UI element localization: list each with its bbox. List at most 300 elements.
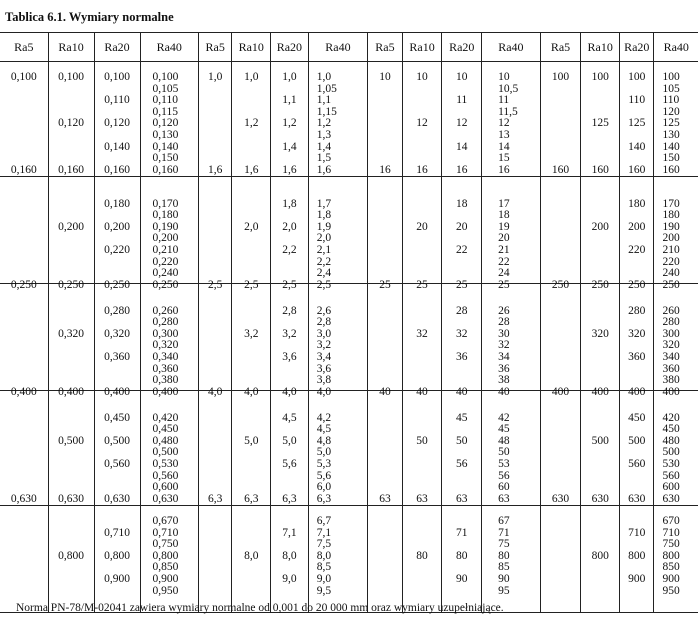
value-ra40: 14 (498, 140, 510, 153)
value-ra5: 250 (551, 278, 570, 291)
value-ra20: 18 (456, 197, 468, 210)
value-ra40: 180 (662, 209, 680, 222)
value-ra5: 0,400 (10, 385, 37, 398)
cell-g3-ra10 (402, 391, 442, 506)
value-ra10: 1,2 (244, 117, 259, 130)
cell-g1-ra10 (48, 62, 94, 177)
value-ra40: 0,560 (152, 469, 179, 482)
cell-g2-ra40 (308, 506, 368, 613)
value-ra40: 240 (662, 267, 680, 280)
value-ra20: 16 (456, 163, 468, 176)
value-ra40: 950 (662, 584, 680, 597)
value-ra40: 0,220 (152, 255, 179, 268)
value-ra10: 0,250 (58, 278, 84, 291)
value-ra20: 3,6 (282, 351, 297, 363)
cell-g2-ra10 (232, 284, 271, 398)
value-ra10: 125 (591, 117, 609, 130)
value-ra20: 1,6 (282, 163, 297, 176)
value-ra20: 1,8 (282, 197, 297, 210)
value-ra40: 0,850 (152, 561, 179, 574)
value-ra10: 5,0 (244, 434, 259, 447)
value-ra20: 100 (628, 71, 646, 83)
value-ra40: 1,05 (316, 82, 337, 95)
value-ra40: 105 (662, 82, 680, 95)
value-ra40: 0,450 (152, 423, 179, 436)
cell-g2-ra5 (199, 177, 232, 291)
column-header-ra5: Ra5 (368, 33, 402, 62)
table-block-row (0, 62, 698, 177)
cell-g2-ra20 (271, 506, 309, 613)
value-ra40: 45 (498, 423, 510, 436)
value-ra20: 900 (628, 573, 646, 585)
cell-g4-ra10 (581, 177, 620, 291)
value-ra5: 0,160 (10, 163, 37, 176)
value-ra40: 0,105 (152, 82, 179, 95)
value-ra20: 6,3 (282, 492, 297, 505)
value-ra40: 0,115 (152, 105, 178, 118)
value-ra40: 6,3 (316, 492, 332, 505)
value-ra5: 0,100 (10, 71, 37, 83)
value-ra20: 110 (628, 94, 646, 107)
value-ra40: 0,480 (152, 434, 179, 447)
column-header-ra20: Ra20 (271, 33, 309, 62)
value-ra40: 0,140 (152, 140, 179, 153)
value-ra40: 80 (498, 549, 510, 562)
table-block-row (0, 506, 698, 613)
value-ra40: 26 (498, 304, 510, 317)
value-ra20: 3,2 (282, 327, 297, 340)
value-ra40: 32 (498, 339, 510, 352)
value-ra40: 25 (498, 278, 510, 291)
value-ra40: 90 (498, 573, 510, 585)
value-ra5: 2,5 (208, 278, 223, 291)
value-ra5: 25 (379, 278, 391, 291)
value-ra40: 1,6 (316, 163, 332, 176)
value-ra40: 0,420 (152, 411, 179, 424)
cell-g2-ra5 (199, 391, 232, 506)
table-block-row (0, 284, 698, 391)
value-ra20: 0,450 (104, 411, 130, 424)
value-ra20: 400 (628, 385, 646, 398)
value-ra40: 630 (662, 492, 680, 505)
cell-g2-ra40 (308, 284, 368, 398)
value-ra40: 670 (662, 515, 680, 527)
value-ra10: 200 (591, 220, 609, 233)
value-ra20: 800 (628, 549, 646, 562)
cell-g1-ra5 (0, 62, 48, 177)
cell-g1-ra40 (140, 177, 199, 291)
value-ra40: 40 (498, 385, 510, 398)
value-ra40: 0,380 (152, 374, 179, 387)
value-ra40: 13 (498, 129, 510, 141)
value-ra40: 0,300 (152, 327, 179, 340)
value-ra40: 5,6 (316, 469, 332, 482)
value-ra5: 0,250 (10, 278, 37, 291)
cell-g3-ra20 (442, 391, 482, 506)
value-ra20: 710 (628, 526, 646, 539)
cell-g3-ra5 (368, 391, 402, 506)
cell-g2-ra20 (271, 177, 309, 291)
value-ra40: 170 (662, 197, 680, 210)
value-ra40: 1,8 (316, 209, 332, 222)
value-ra40: 0,210 (152, 244, 179, 256)
value-ra40: 0,130 (152, 129, 179, 141)
cell-g4-ra10 (581, 62, 620, 177)
value-ra20: 0,140 (104, 140, 130, 153)
value-ra5: 630 (551, 492, 570, 505)
value-ra40: 1,1 (316, 94, 332, 107)
column-header-ra5: Ra5 (540, 33, 581, 62)
value-ra40: 130 (662, 129, 680, 141)
value-ra10: 4,0 (244, 385, 259, 398)
column-header-ra10: Ra10 (581, 33, 620, 62)
value-ra10: 8,0 (244, 549, 259, 562)
value-ra40: 3,4 (316, 351, 332, 363)
value-ra40: 38 (498, 374, 510, 387)
value-ra40: 560 (662, 469, 680, 482)
value-ra5: 16 (379, 163, 391, 176)
value-ra40: 210 (662, 244, 680, 256)
value-ra10: 160 (591, 163, 609, 176)
cell-g4-ra5 (540, 284, 581, 398)
cell-g4-ra20 (620, 284, 654, 398)
value-ra40: 0,100 (152, 71, 179, 83)
value-ra40: 380 (662, 374, 680, 387)
value-ra40: 0,530 (152, 458, 179, 470)
cell-g4-ra10 (581, 391, 620, 506)
value-ra20: 160 (628, 163, 646, 176)
value-ra20: 450 (628, 411, 646, 424)
value-ra20: 1,0 (282, 71, 297, 83)
cell-g1-ra40 (140, 284, 199, 398)
value-ra5: 1,6 (208, 163, 223, 176)
value-ra40: 0,280 (152, 316, 179, 329)
column-header-ra20: Ra20 (442, 33, 482, 62)
value-ra10: 0,630 (58, 492, 84, 505)
value-ra40: 8,5 (316, 561, 332, 574)
cell-g4-ra10 (581, 284, 620, 398)
value-ra40: 10,5 (498, 82, 519, 95)
cell-g3-ra40 (482, 391, 541, 506)
value-ra5: 4,0 (208, 385, 223, 398)
value-ra40: 9,5 (316, 584, 332, 597)
cell-g4-ra20 (620, 506, 654, 613)
value-ra40: 9,0 (316, 573, 332, 585)
cell-g1-ra10 (48, 177, 94, 291)
cell-g3-ra20 (442, 177, 482, 291)
cell-g1-ra40 (140, 506, 199, 613)
value-ra40: 95 (498, 584, 510, 597)
value-ra40: 0,170 (152, 197, 179, 210)
value-ra10: 6,3 (244, 492, 259, 505)
value-ra40: 19 (498, 220, 510, 233)
value-ra20: 14 (456, 140, 468, 153)
value-ra40: 36 (498, 362, 510, 375)
cell-g3-ra5 (368, 506, 402, 613)
value-ra10: 12 (416, 117, 428, 130)
value-ra20: 20 (456, 220, 468, 233)
value-ra40: 260 (662, 304, 680, 317)
value-ra40: 1,0 (316, 71, 332, 83)
cell-g1-ra10 (48, 391, 94, 506)
value-ra40: 2,8 (316, 316, 332, 329)
value-ra10: 1,6 (244, 163, 259, 176)
value-ra40: 0,900 (152, 573, 179, 585)
value-ra5: 0,630 (10, 492, 37, 505)
value-ra40: 0,150 (152, 152, 179, 165)
value-ra20: 0,160 (104, 163, 130, 176)
cell-g1-ra5 (0, 177, 48, 291)
value-ra20: 5,0 (282, 434, 297, 447)
value-ra40: 0,360 (152, 362, 179, 375)
value-ra10: 25 (416, 278, 428, 291)
value-ra40: 22 (498, 255, 510, 268)
value-ra10: 0,400 (58, 385, 84, 398)
value-ra10: 10 (416, 71, 428, 83)
value-ra40: 24 (498, 267, 510, 280)
cell-g4-ra5 (540, 506, 581, 613)
cell-g2-ra40 (308, 177, 368, 291)
column-header-ra5: Ra5 (0, 33, 48, 62)
value-ra40: 0,750 (152, 538, 179, 551)
value-ra10: 40 (416, 385, 428, 398)
value-ra20: 2,5 (282, 278, 297, 291)
value-ra40: 1,2 (316, 117, 332, 130)
value-ra5: 63 (379, 492, 391, 505)
value-ra40: 750 (662, 538, 680, 551)
value-ra20: 125 (628, 117, 646, 130)
value-ra20: 4,0 (282, 385, 297, 398)
value-ra40: 42 (498, 411, 510, 424)
cell-g1-ra10 (48, 284, 94, 398)
cell-g4-ra5 (540, 391, 581, 506)
value-ra40: 2,4 (316, 267, 332, 280)
value-ra40: 50 (498, 446, 510, 459)
value-ra40: 5,3 (316, 458, 332, 470)
value-ra40: 0,630 (152, 492, 179, 505)
cell-g2-ra5 (199, 284, 232, 398)
cell-g4-ra40 (654, 506, 698, 613)
value-ra40: 21 (498, 244, 510, 256)
value-ra40: 1,15 (316, 105, 337, 118)
value-ra40: 340 (662, 351, 680, 363)
value-ra20: 0,560 (104, 458, 130, 470)
value-ra20: 250 (628, 278, 646, 291)
value-ra40: 600 (662, 481, 680, 494)
value-ra40: 0,190 (152, 220, 179, 233)
value-ra40: 8,0 (316, 549, 332, 562)
cell-g3-ra10 (402, 177, 442, 291)
cell-g2-ra20 (271, 391, 309, 506)
value-ra40: 4,8 (316, 434, 332, 447)
value-ra40: 2,6 (316, 304, 332, 317)
cell-g1-ra20 (94, 62, 140, 177)
cell-g2-ra20 (271, 62, 309, 177)
value-ra20: 28 (456, 304, 468, 317)
value-ra5: 6,3 (208, 492, 223, 505)
value-ra20: 80 (456, 549, 468, 562)
value-ra10: 16 (416, 163, 428, 176)
value-ra20: 7,1 (282, 526, 297, 539)
value-ra20: 63 (456, 492, 468, 505)
cell-g1-ra20 (94, 391, 140, 506)
value-ra40: 0,240 (152, 267, 179, 280)
value-ra40: 2,2 (316, 255, 332, 268)
cell-g4-ra40 (654, 391, 698, 506)
cell-g1-ra40 (140, 62, 199, 177)
value-ra10: 80 (416, 549, 428, 562)
value-ra5: 160 (551, 163, 570, 176)
column-header-ra5: Ra5 (199, 33, 232, 62)
value-ra10: 2,0 (244, 220, 259, 233)
value-ra20: 1,2 (282, 117, 297, 130)
value-ra10: 50 (416, 434, 428, 447)
value-ra20: 560 (628, 458, 646, 470)
value-ra40: 2,0 (316, 232, 332, 245)
value-ra10: 0,120 (58, 117, 84, 130)
value-ra40: 0,800 (152, 549, 179, 562)
value-ra40: 280 (662, 316, 680, 329)
value-ra20: 40 (456, 385, 468, 398)
cell-g1-ra40 (140, 391, 199, 506)
value-ra40: 15 (498, 152, 510, 165)
value-ra20: 9,0 (282, 573, 297, 585)
cell-g3-ra20 (442, 62, 482, 177)
value-ra40: 500 (662, 446, 680, 459)
value-ra10: 100 (591, 71, 609, 83)
value-ra10: 0,500 (58, 434, 84, 447)
cell-g1-ra5 (0, 391, 48, 506)
cell-g3-ra40 (482, 506, 541, 613)
value-ra40: 3,0 (316, 327, 332, 340)
value-ra40: 0,670 (152, 515, 179, 527)
value-ra40: 48 (498, 434, 510, 447)
value-ra10: 63 (416, 492, 428, 505)
cell-g2-ra10 (232, 177, 271, 291)
cell-g3-ra10 (402, 62, 442, 177)
value-ra40: 0,180 (152, 209, 179, 222)
value-ra40: 3,8 (316, 374, 332, 387)
column-header-ra40: Ra40 (308, 33, 368, 62)
cell-g3-ra20 (442, 506, 482, 613)
value-ra20: 0,110 (104, 94, 130, 107)
value-ra40: 0,120 (152, 117, 179, 130)
value-ra40: 3,6 (316, 362, 332, 375)
cell-g2-ra40 (308, 62, 368, 177)
value-ra40: 0,950 (152, 584, 179, 597)
value-ra40: 150 (662, 152, 680, 165)
value-ra40: 63 (498, 492, 510, 505)
value-ra40: 420 (662, 411, 680, 424)
value-ra40: 0,340 (152, 351, 179, 363)
value-ra10: 0,160 (58, 163, 84, 176)
value-ra5: 100 (551, 71, 570, 83)
table-title: Tablica 6.1. Wymiary normalne (5, 10, 174, 24)
cell-g2-ra10 (232, 506, 271, 613)
value-ra40: 710 (662, 526, 680, 539)
value-ra40: 0,110 (152, 94, 178, 107)
value-ra20: 22 (456, 244, 468, 256)
cell-g2-ra40 (308, 391, 368, 506)
value-ra40: 12 (498, 117, 510, 130)
value-ra20: 0,320 (104, 327, 130, 340)
value-ra20: 0,400 (104, 385, 130, 398)
cell-g4-ra40 (654, 284, 698, 398)
value-ra20: 36 (456, 351, 468, 363)
value-ra20: 360 (628, 351, 646, 363)
value-ra20: 140 (628, 140, 646, 153)
cell-g3-ra20 (442, 284, 482, 398)
value-ra40: 1,5 (316, 152, 332, 165)
value-ra40: 400 (662, 385, 680, 398)
value-ra40: 200 (662, 232, 680, 245)
column-header-ra10: Ra10 (402, 33, 442, 62)
value-ra20: 90 (456, 573, 468, 585)
value-ra40: 75 (498, 538, 510, 551)
value-ra10: 2,5 (244, 278, 259, 291)
value-ra40: 0,160 (152, 163, 179, 176)
value-ra40: 7,1 (316, 526, 332, 539)
value-ra20: 280 (628, 304, 646, 317)
cell-g4-ra40 (654, 62, 698, 177)
value-ra20: 32 (456, 327, 468, 340)
value-ra40: 5,0 (316, 446, 332, 459)
cell-g3-ra10 (402, 284, 442, 398)
value-ra40: 900 (662, 573, 680, 585)
value-ra40: 850 (662, 561, 680, 574)
value-ra40: 125 (662, 117, 680, 130)
value-ra40: 16 (498, 163, 510, 176)
value-ra20: 2,2 (282, 244, 297, 256)
value-ra40: 220 (662, 255, 680, 268)
value-ra5: 40 (379, 385, 391, 398)
cell-g3-ra5 (368, 62, 402, 177)
value-ra40: 360 (662, 362, 680, 375)
column-header-ra40: Ra40 (654, 33, 698, 62)
value-ra20: 11 (456, 94, 468, 107)
value-ra40: 0,500 (152, 446, 179, 459)
column-header-ra40: Ra40 (140, 33, 199, 62)
value-ra40: 140 (662, 140, 680, 153)
value-ra40: 53 (498, 458, 510, 470)
value-ra40: 28 (498, 316, 510, 329)
value-ra10: 630 (591, 492, 609, 505)
value-ra10: 320 (591, 327, 609, 340)
value-ra40: 4,2 (316, 411, 332, 424)
cell-g2-ra20 (271, 284, 309, 398)
value-ra40: 190 (662, 220, 680, 233)
value-ra20: 1,1 (282, 94, 297, 107)
header-row (0, 33, 698, 62)
value-ra10: 250 (591, 278, 609, 291)
value-ra5: 400 (551, 385, 570, 398)
value-ra40: 1,3 (316, 129, 332, 141)
value-ra40: 11 (498, 94, 510, 107)
cell-g4-ra5 (540, 62, 581, 177)
value-ra40: 18 (498, 209, 510, 222)
value-ra10: 3,2 (244, 327, 259, 340)
value-ra20: 4,5 (282, 411, 297, 424)
value-ra20: 50 (456, 434, 468, 447)
value-ra10: 0,200 (58, 220, 84, 233)
value-ra20: 1,4 (282, 140, 297, 153)
cell-g1-ra20 (94, 177, 140, 291)
value-ra40: 800 (662, 549, 680, 562)
value-ra40: 110 (662, 94, 680, 107)
value-ra10: 0,320 (58, 327, 84, 340)
value-ra20: 5,6 (282, 458, 297, 470)
cell-g4-ra20 (620, 391, 654, 506)
